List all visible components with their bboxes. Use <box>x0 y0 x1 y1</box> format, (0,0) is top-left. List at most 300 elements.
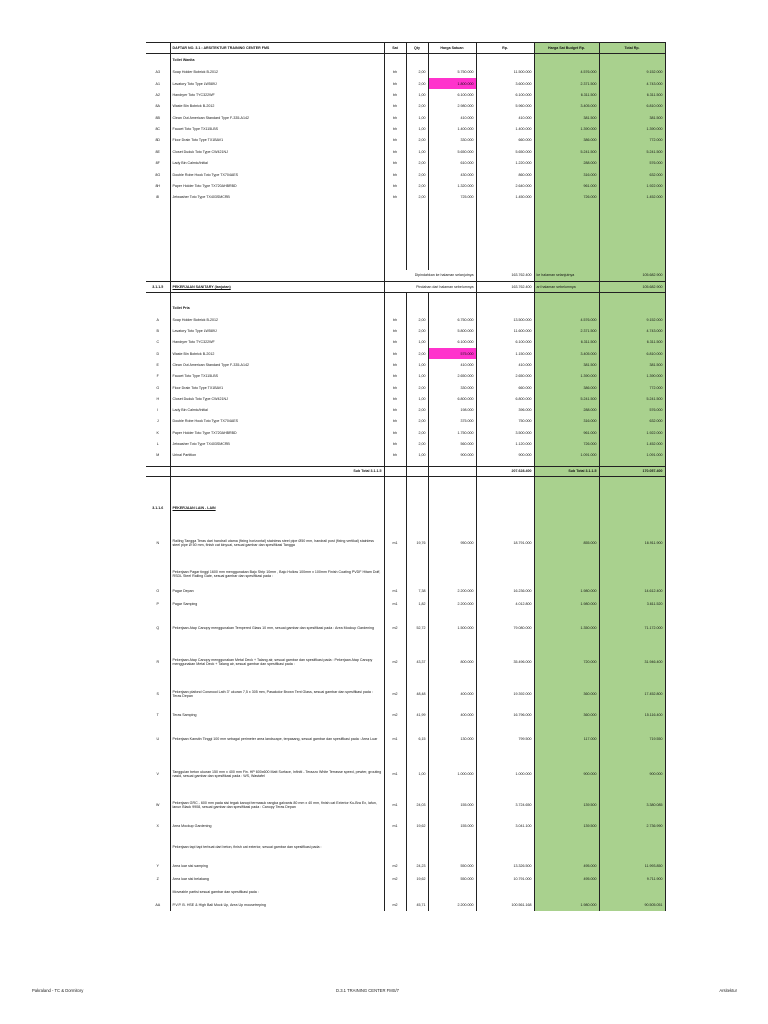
spacer-row <box>146 515 665 523</box>
item-qty: 1,00 <box>406 89 428 100</box>
item-budget-total: 14.612.400 <box>599 585 665 598</box>
item-unit-price: 1.500.000 <box>428 611 476 645</box>
item-description: Urinal Partition <box>170 450 384 461</box>
table-row <box>146 899 665 911</box>
carry-forward-label: Dipindahkan ke halaman selanjutnya <box>384 270 476 281</box>
empty-cell <box>476 501 534 515</box>
item-code: G <box>146 382 170 393</box>
item-qty: 2,00 <box>406 67 428 78</box>
item-budget-total: 2.736.990 <box>599 818 665 834</box>
item-qty: 1,00 <box>406 123 428 134</box>
item-code: I <box>146 405 170 416</box>
item-description: Moveable partisi sesuai gambar dan spesifikasi pada : <box>170 886 384 899</box>
item-qty: 45,71 <box>406 899 428 911</box>
empty-cell <box>534 292 599 302</box>
table-row <box>146 450 665 461</box>
item-code: V <box>146 756 170 792</box>
item-unit-price: 6.750.000 <box>428 314 476 325</box>
item-budget-total <box>599 563 665 585</box>
item-code: T <box>146 709 170 722</box>
item-qty: 24,23 <box>406 860 428 873</box>
table-row <box>146 169 665 180</box>
empty-cell <box>428 476 476 501</box>
item-code <box>146 886 170 899</box>
carry-forward-row <box>146 270 665 281</box>
item-qty: 1,00 <box>406 337 428 348</box>
item-description: Pekerjaan Atap Canopy menggunakan Metal Deck + Talang air, sesuai gambar dan spesifikasi pada : Pekerjaan Atap Canopy menggunakan Metal Deck + Talang air, sesuai gambar dan spesifikasi pada : <box>170 645 384 679</box>
item-qty <box>406 834 428 860</box>
item-description: Lady Bin Calmic/Initial <box>170 405 384 416</box>
item-budget-unit-price: 961.000 <box>534 180 599 191</box>
item-unit: m1 <box>384 523 406 563</box>
empty-cell <box>384 515 406 523</box>
item-amount <box>476 563 534 585</box>
table-row <box>146 834 665 860</box>
item-budget-total: 576.000 <box>599 405 665 416</box>
item-budget-unit-price: 1.980.000 <box>534 598 599 611</box>
item-unit: bh <box>384 89 406 100</box>
carry-back-label-budget: ari halaman sebelumnya <box>534 281 599 292</box>
carry-forward-total: 105.682.900 <box>599 270 665 281</box>
table-row <box>146 563 665 585</box>
item-unit-price: 950.000 <box>428 523 476 563</box>
item-qty: 19,62 <box>406 873 428 886</box>
item-amount: 19.392.000 <box>476 679 534 709</box>
item-description: P.V.P. B. HSE & High Bali Mock Up, Area Up mousetreping <box>170 899 384 911</box>
item-unit-price: 400.000 <box>428 709 476 722</box>
item-description: Lady Bin Calmic/Initial <box>170 158 384 169</box>
item-budget-total: 17.452.800 <box>599 679 665 709</box>
spacer-row <box>146 203 665 270</box>
item-unit-price: 2.200.000 <box>428 899 476 911</box>
item-amount: 11.600.000 <box>476 325 534 336</box>
item-code: D <box>146 348 170 359</box>
item-amount: 3.041.100 <box>476 818 534 834</box>
empty-cell <box>599 302 665 314</box>
subtotal-label: Sub Total 3.1.1.5 <box>170 466 384 476</box>
item-budget-total: 719.550 <box>599 722 665 756</box>
item-budget-unit-price: 726.000 <box>534 438 599 449</box>
item-budget-unit-price: 6.311.500 <box>534 89 599 100</box>
item-code: P <box>146 598 170 611</box>
item-qty: 43,37 <box>406 645 428 679</box>
item-budget-total: 90.505.051 <box>599 899 665 911</box>
item-budget-total: 4.743.000 <box>599 78 665 89</box>
item-budget-total: 381.500 <box>599 359 665 370</box>
item-unit-price: 2.980.000 <box>428 101 476 112</box>
table-row <box>146 112 665 123</box>
item-budget-unit-price: 726.000 <box>534 192 599 203</box>
item-unit: m2 <box>384 645 406 679</box>
item-amount: 799.500 <box>476 722 534 756</box>
item-description: Faucet Toto Type TX115LBS <box>170 123 384 134</box>
table-row <box>146 101 665 112</box>
empty-cell <box>476 302 534 314</box>
item-amount: 11.500.000 <box>476 67 534 78</box>
table-row <box>146 611 665 645</box>
item-unit-price: 1.000.000 <box>428 756 476 792</box>
table-row <box>146 348 665 359</box>
item-unit: bh <box>384 382 406 393</box>
item-unit-price: 400.000 <box>428 679 476 709</box>
item-description: Lavatory Toto Type LW589J <box>170 78 384 89</box>
subtotal-amount: 207.628.400 <box>476 466 534 476</box>
item-code: H <box>146 393 170 404</box>
item-description: Soap Holder Bobrick B-2012 <box>170 314 384 325</box>
item-unit-price: 5.750.000 <box>428 67 476 78</box>
empty-cell <box>428 515 476 523</box>
item-code: R <box>146 645 170 679</box>
item-description: Soap Holder Bobrick B-2012 <box>170 67 384 78</box>
spacer-row <box>146 292 665 302</box>
item-amount: 18.791.000 <box>476 523 534 563</box>
item-budget-total: 6.311.500 <box>599 89 665 100</box>
item-unit <box>384 886 406 899</box>
table-row <box>146 722 665 756</box>
item-unit-price: 800.000 <box>428 645 476 679</box>
section-title: PEKERJAAN SANITARY (lanjutan) <box>170 281 384 292</box>
item-code: A <box>146 314 170 325</box>
table-row <box>146 337 665 348</box>
item-unit: m1 <box>384 598 406 611</box>
item-description: Clean Out American Standard Type F-335-A142 <box>170 112 384 123</box>
item-budget-total: 3.380.085 <box>599 792 665 818</box>
spacer-row <box>146 476 665 501</box>
item-unit-price: 155.000 <box>428 792 476 818</box>
item-budget-unit-price <box>534 563 599 585</box>
item-budget-unit-price: 4.576.000 <box>534 314 599 325</box>
item-budget-total: 31.946.400 <box>599 645 665 679</box>
item-description: Handryer Toto TYC322WF <box>170 89 384 100</box>
item-budget-total: 15.116.400 <box>599 709 665 722</box>
item-budget-total: 3.611.520 <box>599 598 665 611</box>
item-code: C <box>146 337 170 348</box>
item-amount: 410.000 <box>476 359 534 370</box>
item-qty: 48,48 <box>406 679 428 709</box>
item-budget-unit-price: 1.390.000 <box>534 371 599 382</box>
item-budget-unit-price: 1.390.000 <box>534 123 599 134</box>
item-unit-price: 375.000 <box>428 416 476 427</box>
item-budget-unit-price: 316.000 <box>534 169 599 180</box>
item-unit: m2 <box>384 873 406 886</box>
empty-cell <box>406 54 428 67</box>
item-amount: 6.800.000 <box>476 393 534 404</box>
empty-cell <box>599 501 665 515</box>
item-unit-price: 560.000 <box>428 438 476 449</box>
header-harga-satuan: Harga Satuan <box>428 43 476 54</box>
item-amount: 6.100.000 <box>476 89 534 100</box>
item-budget-total <box>599 834 665 860</box>
item-amount: 16.236.000 <box>476 585 534 598</box>
item-description: Pagar Depan <box>170 585 384 598</box>
carry-back-row <box>146 281 665 292</box>
subtotal-label-budget: Sub Total 3.1.1.5 <box>534 466 599 476</box>
item-code: 8A <box>146 101 170 112</box>
item-unit-price: 430.000 <box>428 169 476 180</box>
empty-cell <box>534 515 599 523</box>
item-code: 8F <box>146 158 170 169</box>
item-budget-total: 6.810.000 <box>599 101 665 112</box>
table-row <box>146 645 665 679</box>
empty-cell <box>428 501 476 515</box>
header-rp: Rp. <box>476 43 534 54</box>
item-code: 8I <box>146 192 170 203</box>
item-amount: 1.150.000 <box>476 348 534 359</box>
item-budget-unit-price <box>534 834 599 860</box>
item-qty: 2,00 <box>406 180 428 191</box>
item-code: X <box>146 818 170 834</box>
empty-cell <box>534 501 599 515</box>
item-budget-total: 6.810.000 <box>599 348 665 359</box>
item-unit-price: 130.000 <box>428 722 476 756</box>
item-description: Floor Drain Toto Type TX1BAV1 <box>170 135 384 146</box>
subtotal-total: 170.057.400 <box>599 466 665 476</box>
item-description: Handryer Toto TYC322WF <box>170 337 384 348</box>
item-code: A2 <box>146 89 170 100</box>
item-budget-unit-price: 288.000 <box>534 405 599 416</box>
empty-cell <box>406 466 428 476</box>
item-qty: 2,00 <box>406 427 428 438</box>
item-budget-total: 9.152.000 <box>599 314 665 325</box>
item-qty: 2,00 <box>406 325 428 336</box>
item-unit: m1 <box>384 818 406 834</box>
table-row <box>146 78 665 89</box>
item-budget-total: 632.000 <box>599 416 665 427</box>
table-row <box>146 405 665 416</box>
empty-cell <box>476 515 534 523</box>
item-budget-total: 1.390.000 <box>599 123 665 134</box>
item-unit-price: 575.000 <box>428 348 476 359</box>
item-unit: bh <box>384 405 406 416</box>
item-unit: bh <box>384 416 406 427</box>
item-unit: bh <box>384 192 406 203</box>
item-amount: 660.000 <box>476 382 534 393</box>
item-budget-total: 1.452.000 <box>599 192 665 203</box>
item-description: Pekerjaan Pagar tinggi 1600 mm menggunakan Bajo Strip 10mm , Bajo Hollow 100mm x 100mm Finish Coating PVDF Hitam Doff, RSDL Steel Railing Gate, sesuai gambar dan spesifikasi pada : <box>170 563 384 585</box>
item-amount: 1.450.000 <box>476 192 534 203</box>
empty-cell <box>146 515 170 523</box>
empty-cell <box>428 302 476 314</box>
empty-cell <box>406 302 428 314</box>
table-row <box>146 393 665 404</box>
item-code: F <box>146 371 170 382</box>
empty-cell <box>476 476 534 501</box>
item-description: Waste Bin Bobrick B-2012 <box>170 348 384 359</box>
carry-back-label: Pindahan dari halaman sebelumnya <box>384 281 476 292</box>
item-budget-total: 900.000 <box>599 756 665 792</box>
item-amount <box>476 834 534 860</box>
empty-cell <box>476 292 534 302</box>
section-heading: PEKERJAAN LAIN - LAIN <box>170 501 384 515</box>
empty-cell <box>599 515 665 523</box>
item-amount: 1.120.000 <box>476 438 534 449</box>
item-budget-total: 632.000 <box>599 169 665 180</box>
item-unit: bh <box>384 348 406 359</box>
table-row <box>146 818 665 834</box>
table-row <box>146 598 665 611</box>
item-unit-price: 6.100.000 <box>428 337 476 348</box>
section-code: 3.1.1.6 <box>146 501 170 515</box>
item-unit: bh <box>384 101 406 112</box>
item-unit: m2 <box>384 611 406 645</box>
item-budget-unit-price: 1.980.000 <box>534 899 599 911</box>
item-unit: bh <box>384 67 406 78</box>
item-description: Closet Duduk Toto Type CW421NJ <box>170 393 384 404</box>
table-row <box>146 886 665 899</box>
item-code: U <box>146 722 170 756</box>
footer-page-ref: D.3.1 TRAINING CENTER FMS/7 <box>336 988 399 993</box>
header-sat: Sat <box>384 43 406 54</box>
item-budget-total: 9.711.900 <box>599 873 665 886</box>
item-unit: bh <box>384 371 406 382</box>
table-row <box>146 860 665 873</box>
item-budget-total: 1.091.000 <box>599 450 665 461</box>
empty-cell <box>428 292 476 302</box>
item-code: 8E <box>146 146 170 157</box>
item-code: S <box>146 679 170 709</box>
item-code: N <box>146 523 170 563</box>
item-description: Tanggulan beton ukuran 150 mm x 400 mm Fin. HP 600x600 Matt Surface, Infiniti - Terazzo White Terrasse speed, pewter, grouting nasid, sesuai gambar dan spesifikasi pada : WS, Wastafel <box>170 756 384 792</box>
item-budget-unit-price: 6.311.500 <box>534 337 599 348</box>
item-description: Pekerjaan tapi tapi terbuat dari beton, finish cat exterior, sesuai gambar dan spesifikasi pada : <box>170 834 384 860</box>
item-unit: m1 <box>384 585 406 598</box>
empty-cell <box>384 54 406 67</box>
item-amount: 5.960.000 <box>476 101 534 112</box>
table-row <box>146 89 665 100</box>
item-description: Area Mockup Gardening <box>170 818 384 834</box>
item-code: O <box>146 585 170 598</box>
item-description: Pekerjaan plafond Conwood Lath 3" ukuran 7,5 x 305 mm, Pasakolor Brown Tent Glass, sesuai gambar dan spesifikasi pada : Teras Depan <box>170 679 384 709</box>
item-code: 8H <box>146 180 170 191</box>
empty-cell <box>146 476 170 501</box>
item-budget-unit-price <box>534 886 599 899</box>
item-budget-unit-price: 5.241.500 <box>534 146 599 157</box>
item-budget-total: 1.452.000 <box>599 438 665 449</box>
item-budget-unit-price: 2.371.500 <box>534 325 599 336</box>
item-budget-unit-price: 117.000 <box>534 722 599 756</box>
item-unit-price: 725.000 <box>428 192 476 203</box>
empty-cell <box>476 54 534 67</box>
item-unit-price: 900.000 <box>428 450 476 461</box>
empty-cell <box>406 292 428 302</box>
item-description: Floor Drain Toto Type TX1BAV1 <box>170 382 384 393</box>
empty-cell <box>599 203 665 270</box>
item-amount: 79.080.000 <box>476 611 534 645</box>
item-unit-price: 550.000 <box>428 860 476 873</box>
item-code: 8G <box>146 169 170 180</box>
item-unit: bh <box>384 158 406 169</box>
item-unit-price: 5.800.000 <box>428 325 476 336</box>
item-code: 8D <box>146 135 170 146</box>
item-budget-unit-price: 1.980.000 <box>534 585 599 598</box>
item-unit-price: 155.000 <box>428 818 476 834</box>
empty-cell <box>534 203 599 270</box>
item-qty: 2,00 <box>406 135 428 146</box>
item-budget-total: 9.152.000 <box>599 67 665 78</box>
item-budget-unit-price: 381.500 <box>534 359 599 370</box>
item-qty: 2,00 <box>406 192 428 203</box>
item-code: M <box>146 450 170 461</box>
item-budget-unit-price: 3.405.000 <box>534 348 599 359</box>
item-qty: 2,00 <box>406 382 428 393</box>
table-row <box>146 67 665 78</box>
item-unit: bh <box>384 180 406 191</box>
item-code: Y <box>146 860 170 873</box>
item-description: Pekerjaan Atap Canopy menggunakan Tempered Glass 10 mm, sesuai gambar dan spesifikasi pada : Area Mockup Gardening <box>170 611 384 645</box>
item-amount: 1.400.000 <box>476 123 534 134</box>
item-qty: 1,00 <box>406 371 428 382</box>
item-description: Paper Holder Toto Type TX720AHBRBD <box>170 180 384 191</box>
item-description: Area luar sisi belakang <box>170 873 384 886</box>
item-unit: bh <box>384 438 406 449</box>
item-amount: 900.000 <box>476 450 534 461</box>
item-budget-total: 5.241.500 <box>599 146 665 157</box>
item-budget-total: 1.922.000 <box>599 180 665 191</box>
item-amount: 410.000 <box>476 112 534 123</box>
table-row <box>146 135 665 146</box>
item-amount: 4.012.800 <box>476 598 534 611</box>
boq-table <box>146 42 666 911</box>
item-budget-total <box>599 886 665 899</box>
empty-cell <box>599 476 665 501</box>
item-amount: 750.000 <box>476 416 534 427</box>
item-amount: 13.500.000 <box>476 314 534 325</box>
item-budget-unit-price: 139.500 <box>534 818 599 834</box>
empty-cell <box>406 476 428 501</box>
item-amount: 3.500.000 <box>476 427 534 438</box>
empty-cell <box>384 466 406 476</box>
item-unit: bh <box>384 427 406 438</box>
table-row <box>146 382 665 393</box>
item-unit <box>384 834 406 860</box>
item-amount: 13.326.500 <box>476 860 534 873</box>
table-row <box>146 158 665 169</box>
item-budget-unit-price: 4.576.000 <box>534 67 599 78</box>
empty-cell <box>476 203 534 270</box>
item-budget-total: 11.993.850 <box>599 860 665 873</box>
item-unit: bh <box>384 135 406 146</box>
item-budget-unit-price: 381.500 <box>534 112 599 123</box>
table-row <box>146 192 665 203</box>
item-budget-total: 381.500 <box>599 112 665 123</box>
item-amount <box>476 886 534 899</box>
item-unit-price: 330.000 <box>428 382 476 393</box>
item-unit: m2 <box>384 679 406 709</box>
empty-cell <box>428 466 476 476</box>
item-unit: m2 <box>384 860 406 873</box>
item-code: B <box>146 325 170 336</box>
item-budget-unit-price: 386.000 <box>534 382 599 393</box>
item-amount: 1.000.000 <box>476 756 534 792</box>
empty-cell <box>384 302 406 314</box>
item-amount: 3.600.000 <box>476 78 534 89</box>
item-qty: 19,62 <box>406 818 428 834</box>
item-amount: 6.100.000 <box>476 337 534 348</box>
carry-back-total: 105.682.900 <box>599 281 665 292</box>
header-qty: Qty <box>406 43 428 54</box>
item-amount: 35.496.000 <box>476 645 534 679</box>
table-header-row <box>146 43 665 54</box>
item-budget-unit-price: 360.000 <box>534 709 599 722</box>
empty-cell <box>146 270 170 281</box>
item-code: 8B <box>146 112 170 123</box>
item-code: 8C <box>146 123 170 134</box>
item-description: Paper Holder Toto Type TX720AHBRBD <box>170 427 384 438</box>
item-budget-unit-price: 288.000 <box>534 158 599 169</box>
item-code: Z <box>146 873 170 886</box>
item-unit: bh <box>384 325 406 336</box>
table-row <box>146 792 665 818</box>
